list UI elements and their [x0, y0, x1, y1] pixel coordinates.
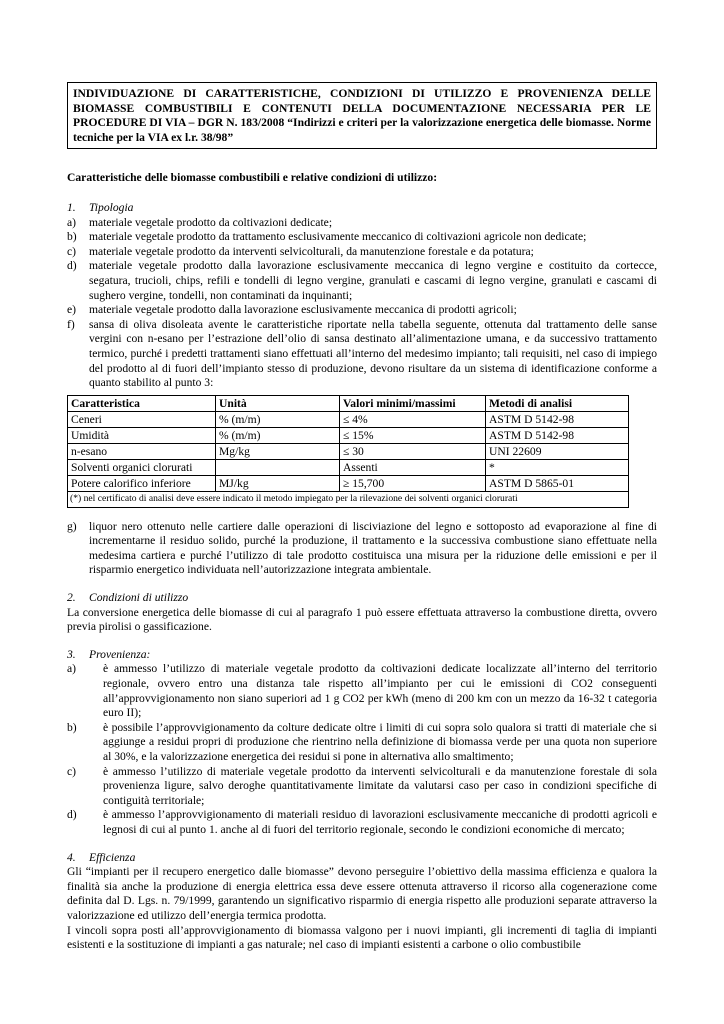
item-text: materiale vegetale prodotto da trattamento esclusivamente meccanico di coltivazioni agricole non dedicate;: [89, 230, 587, 244]
table-cell: ≥ 15,700: [340, 475, 486, 491]
table-cell: n-esano: [68, 443, 216, 459]
section-1-label: Tipologia: [89, 200, 134, 214]
item-text: materiale vegetale prodotto dalla lavorazione esclusivamente meccanica di legno vergine e costituito da cortecce, segatura, trucioli, chips, refili e tondelli di legno vergine, granulati e cascami di legno vergine, granulati e cascami di sughero vergine, tondelli, non contaminati da inquinanti;: [89, 259, 657, 302]
table-cell: Mg/kg: [216, 443, 340, 459]
section-1-title: [67, 201, 657, 216]
table-cell: Assenti: [340, 459, 486, 475]
item-label: a): [67, 662, 77, 676]
section-2-number: 2.: [67, 591, 76, 605]
section-4-title: [67, 851, 657, 866]
section-3-number: 3.: [67, 647, 76, 661]
list-item: [67, 721, 657, 765]
table-cell: Ceneri: [68, 411, 216, 427]
table-cell: ASTM D 5142-98: [486, 411, 629, 427]
table-header-cell: Caratteristica: [68, 395, 216, 411]
item-text: materiale vegetale prodotto da interventi selvicolturali, da manutenzione forestale e da potatura;: [89, 244, 534, 258]
table-cell: % (m/m): [216, 411, 340, 427]
table-row: [68, 443, 629, 459]
section-1-number: 1.: [67, 200, 76, 214]
list-item: [67, 216, 657, 231]
item-label: f): [67, 317, 75, 331]
list-item: [67, 765, 657, 809]
table-cell: Solventi organici clorurati: [68, 459, 216, 475]
list-item: [67, 318, 657, 391]
section-4-number: 4.: [67, 850, 76, 864]
item-text: è ammesso l’utilizzo di materiale vegetale prodotto da coltivazioni dedicate localizzate all’interno del territorio regionale, ovvero entro una distanza tale rispetto all’impianto per cui le emissioni di CO2 conseguenti all’approvvigionamento non siano superiori ad 1 g CO2 per kWh (meno di 200 km con un mezzo da 16-32 t categoria euro II);: [103, 662, 657, 720]
table-header-cell: Valori minimi/massimi: [340, 395, 486, 411]
table-cell: ≤ 15%: [340, 427, 486, 443]
list-item: [67, 245, 657, 260]
list-item: [67, 808, 657, 837]
item-text: è ammesso l’utilizzo di materiale vegetale prodotto da interventi selvicolturali e da manutenzione forestale di sola provenienza ligure, salvo deroghe quantitativamente limitate da valutarsi caso per caso in condizioni specifiche di contiguità territoriale;: [103, 764, 657, 807]
table-cell: Potere calorifico inferiore: [68, 475, 216, 491]
table-cell: ASTM D 5142-98: [486, 427, 629, 443]
table-cell: MJ/kg: [216, 475, 340, 491]
item-label: b): [67, 720, 77, 734]
list-item: [67, 230, 657, 245]
characteristics-table: [67, 395, 629, 508]
item-label: b): [67, 230, 77, 244]
section-2-label: Condizioni di utilizzo: [89, 591, 189, 605]
table-cell: Umidità: [68, 427, 216, 443]
table-cell: UNI 22609: [486, 443, 629, 459]
item-text: liquor nero ottenuto nelle cartiere dalle operazioni di lisciviazione del legno e sottoposto ad evaporazione al fine di incrementarne il residuo solido, purché la produzione, il trattamento e la successiva combustione siano effettuate nella medesima cartiera e purché l’utilizzo di tale prodotto costituisca una misura per la riduzione delle emissioni e per il risparmio energetico individuata nell’autorizzazione integrata ambientale.: [89, 519, 657, 577]
item-label: e): [67, 303, 77, 317]
document-title: INDIVIDUAZIONE DI CARATTERISTICHE, CONDIZIONI DI UTILIZZO E PROVENIENZA DELLE BIOMASSE COMBUSTIBILI E CONTENUTI DELLA DOCUMENTAZIONE NECESSARIA PER LE PROCEDURE DI VIA – DGR N. 183/2008 “Indirizzi e criteri per la valorizzazione energetica delle biomasse. Norme tecniche per la VIA ex l.r. 38/98”: [67, 82, 657, 149]
table-note-row: [68, 491, 629, 507]
item-label: g): [67, 519, 77, 533]
item-text: materiale vegetale prodotto dalla lavorazione esclusivamente meccanica di prodotti agricoli;: [89, 303, 517, 317]
table-cell: ≤ 4%: [340, 411, 486, 427]
item-text: sansa di oliva disoleata avente le caratteristiche riportate nella tabella seguente, ottenuta dal trattamento delle sanse vergini con n-esano per l’estrazione dell’olio di sansa destinato all’alimentazione umana, e da successivo trattamento termico, purché i predetti trattamenti siano effettuati all’interno del medesimo impianto; tali requisiti, nel caso di impiego del prodotto al di fuori dell’impianto stesso di produzione, devono risultare da un sistema di identificazione conforme a quanto stabilito al punto 3:: [89, 317, 657, 390]
section-2-title: [67, 591, 657, 606]
item-label: c): [67, 764, 77, 778]
table-footnote: (*) nel certificato di analisi deve essere indicato il metodo impiegato per la rilevazione dei solventi organici clorurati: [68, 491, 629, 507]
section-2-text: La conversione energetica delle biomasse di cui al paragrafo 1 può essere effettuata attraverso la combustione diretta, ovvero previa pirolisi o gassificazione.: [67, 605, 657, 634]
table-cell: ≤ 30: [340, 443, 486, 459]
section-3-title: [67, 648, 657, 663]
section-4-label: Efficienza: [89, 850, 136, 864]
item-label: d): [67, 808, 77, 822]
list-item: [67, 303, 657, 318]
item-label: a): [67, 215, 77, 229]
table-cell: *: [486, 459, 629, 475]
table-cell: ASTM D 5865-01: [486, 475, 629, 491]
table-row: [68, 475, 629, 491]
item-label: d): [67, 259, 77, 273]
item-text: è possibile l’approvvigionamento da colture dedicate oltre i limiti di cui sopra solo qualora si tratti di materiale che si aggiunge a residui propri di produzione che rientrino nella definizione di biomassa verde per una quota non superiore al 30%, e la valorizzazione energetica dei residui si pone in alternativa allo smaltimento;: [103, 720, 657, 763]
table-header-cell: Metodi di analisi: [486, 395, 629, 411]
table-header-row: [68, 395, 629, 411]
table-row: [68, 427, 629, 443]
section-heading: Caratteristiche delle biomasse combustibili e relative condizioni di utilizzo:: [67, 171, 438, 185]
section-4-paragraph: I vincoli sopra posti all’approvvigionamento di biomassa valgono per i nuovi impianti, gli incrementi di taglia di impianti esistenti e la sostituzione di impianti a gas naturale; nel caso di impianti esistenti a carbone o olio combustibile: [67, 923, 657, 952]
item-label: c): [67, 244, 77, 258]
item-text: materiale vegetale prodotto da coltivazioni dedicate;: [89, 215, 333, 229]
table-row: [68, 459, 629, 475]
document-page: [67, 82, 657, 953]
list-item: [67, 662, 657, 720]
table-header-cell: Unità: [216, 395, 340, 411]
section-4-paragraph: Gli “impianti per il recupero energetico dalle biomasse” devono perseguire l’obiettivo della massima efficienza e qualora la finalità sia anche la produzione di energia elettrica essa deve essere ottenuta attraverso il ricorso alla cogenerazione come definita dal D. Lgs. n. 79/1999, garantendo un significativo risparmio di energia rispetto alle produzioni separate attraverso la valorizzazione ed utilizzo dell’energia termica prodotta.: [67, 865, 657, 922]
item-text: è ammesso l’approvvigionamento di materiali residuo di lavorazioni esclusivamente meccaniche di prodotti agricoli e legnosi di cui al punto 1. anche al di fuori del territorio regionale, secondo le condizioni economiche di mercato;: [103, 808, 657, 836]
table-cell: % (m/m): [216, 427, 340, 443]
table-cell: [216, 459, 340, 475]
list-item: [67, 259, 657, 303]
list-item: [67, 520, 657, 578]
table-row: [68, 411, 629, 427]
section-3-label: Provenienza:: [89, 647, 151, 661]
